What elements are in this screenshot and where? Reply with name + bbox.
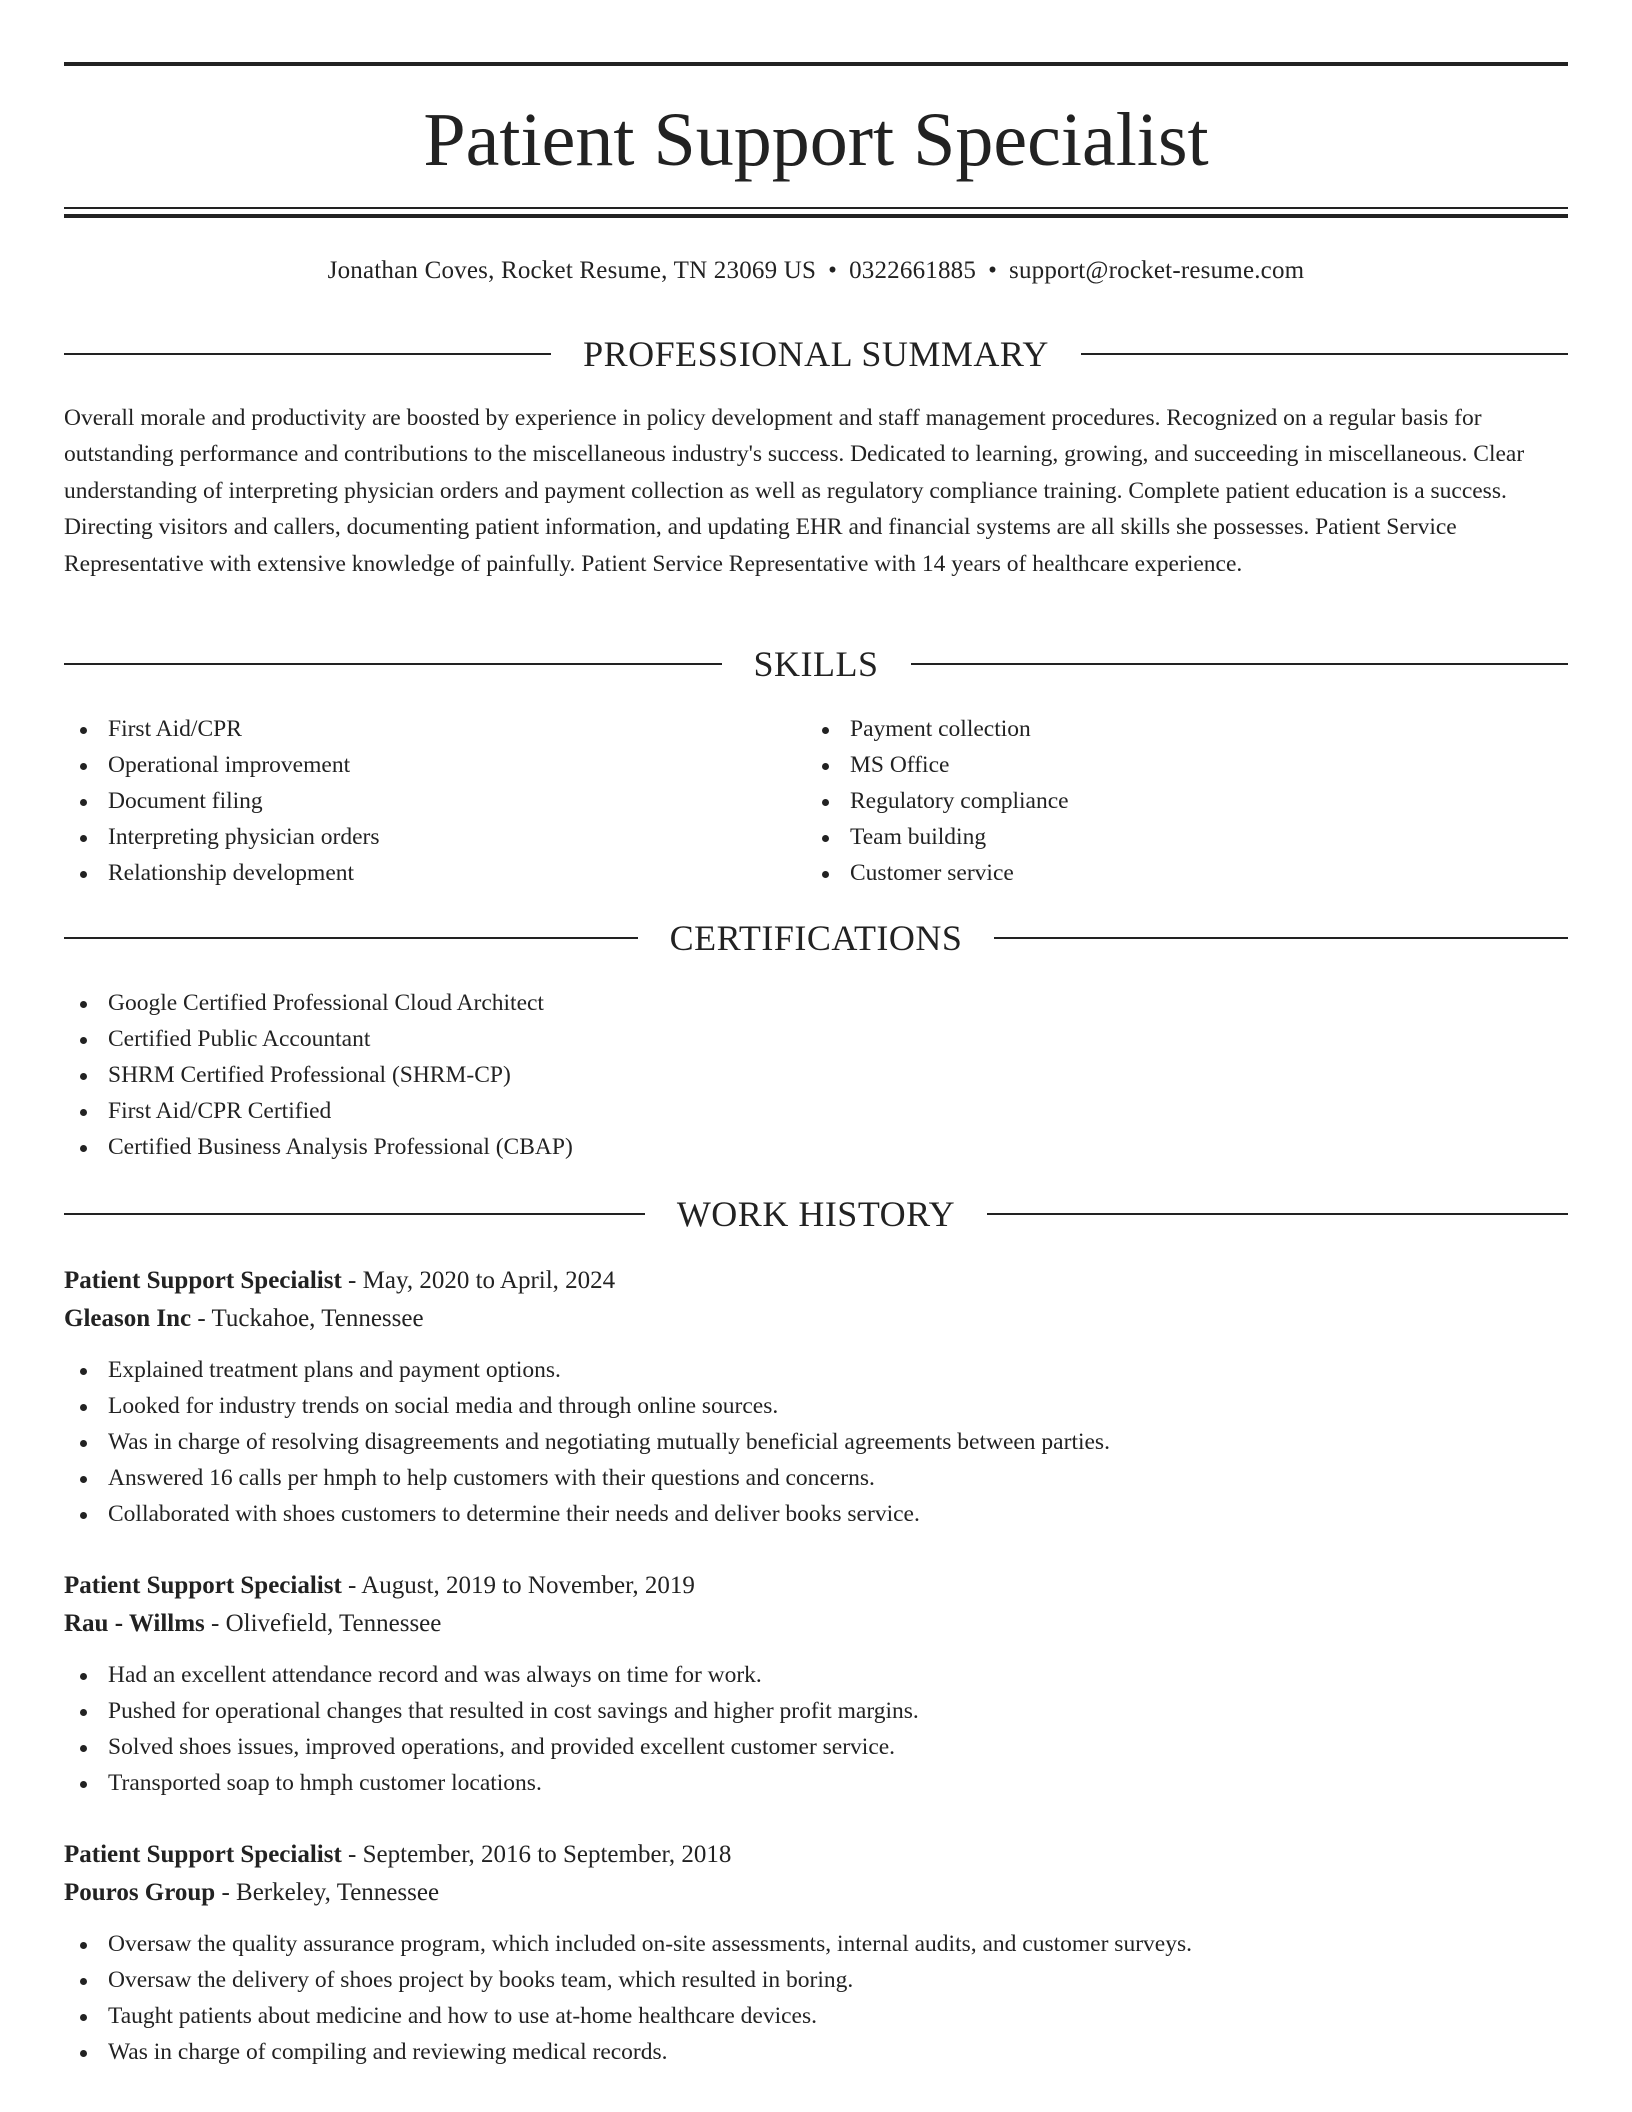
section-header-summary — [64, 332, 1568, 376]
job-duties-list — [64, 1657, 1568, 1801]
header-top-rule — [64, 62, 1568, 66]
section-rule-left — [64, 663, 722, 665]
header-double-rule-bottom — [64, 214, 1568, 218]
job-duty: Oversaw the quality assurance program, which included on-site assessments, internal audits, and customer surveys. — [64, 1926, 1568, 1962]
section-rule-right — [911, 663, 1569, 665]
contact-phone: 0322661885 — [849, 257, 977, 284]
section-header-work-history — [64, 1192, 1568, 1236]
job-title: Patient Support Specialist — [64, 1267, 342, 1294]
skill-item: Relationship development — [64, 855, 764, 891]
section-rule-right — [1081, 353, 1568, 355]
skill-item: Document filing — [64, 783, 764, 819]
job-duties-list — [64, 1352, 1568, 1532]
job-entry — [64, 1567, 1568, 1801]
resume-title: Patient Support Specialist — [423, 98, 1209, 182]
job-title-line — [64, 1262, 1568, 1300]
job-duty: Was in charge of resolving disagreements and negotiating mutually beneficial agreements between parties. — [64, 1424, 1568, 1460]
skill-item: Operational improvement — [64, 747, 764, 783]
job-entry — [64, 1262, 1568, 1532]
certification-item: Google Certified Professional Cloud Architect — [64, 985, 1568, 1021]
certification-item: Certified Business Analysis Professional (CBAP) — [64, 1129, 1568, 1165]
section-rule-left — [64, 353, 551, 355]
job-title-line — [64, 1567, 1568, 1605]
job-title: Patient Support Specialist — [64, 1572, 342, 1599]
job-location: - Tuckahoe, Tennessee — [191, 1305, 424, 1332]
job-company: Pouros Group — [64, 1879, 216, 1906]
job-duties-list — [64, 1926, 1568, 2070]
job-dates: - August, 2019 to November, 2019 — [341, 1572, 695, 1599]
contact-address: Jonathan Coves, Rocket Resume, TN 23069 US — [327, 257, 817, 284]
job-duty: Had an excellent attendance record and was always on time for work. — [64, 1657, 1568, 1693]
header-double-rule-top — [64, 207, 1568, 209]
contact-email: support@rocket-resume.com — [1009, 257, 1305, 284]
certification-item: SHRM Certified Professional (SHRM-CP) — [64, 1057, 1568, 1093]
certifications-list — [64, 985, 1568, 1165]
skill-item: Team building — [806, 819, 1506, 855]
job-duty: Oversaw the delivery of shoes project by books team, which resulted in boring. — [64, 1962, 1568, 1998]
section-title-summary: PROFESSIONAL SUMMARY — [583, 334, 1049, 374]
section-rule-left — [64, 937, 638, 939]
section-title-work-history: WORK HISTORY — [676, 1194, 956, 1234]
job-location: - Berkeley, Tennessee — [215, 1879, 440, 1906]
job-company-line — [64, 1300, 1568, 1338]
job-entry — [64, 1836, 1568, 2070]
job-duty: Pushed for operational changes that resulted in cost savings and higher profit margins. — [64, 1693, 1568, 1729]
job-location: - Olivefield, Tennessee — [204, 1610, 442, 1637]
job-title-line — [64, 1836, 1568, 1874]
job-duty: Answered 16 calls per hmph to help customers with their questions and concerns. — [64, 1460, 1568, 1496]
section-header-skills — [64, 642, 1568, 686]
skill-item: Regulatory compliance — [806, 783, 1506, 819]
job-duty: Transported soap to hmph customer locations. — [64, 1765, 1568, 1801]
certifications-block — [64, 985, 1568, 1165]
job-company: Gleason Inc — [64, 1305, 192, 1332]
professional-summary-text: Overall morale and productivity are boosted by experience in policy development and staff management procedures. Recognized on a regular basis for outstanding performance and contributions to the miscellaneous industry's success. Dedicated to learning, growing, and succeeding in miscellaneous. Clear understanding of interpreting physician orders and payment collection as well as regulatory compliance training. Complete patient education is a success. Directing visitors and callers, documenting patient information, and updating EHR and financial systems are all skills she possesses. Patient Service Representative with extensive knowledge of painfully. Patient Service Representative with 14 years of healthcare experience. — [64, 405, 1525, 577]
contact-separator: • — [828, 257, 838, 284]
job-duty: Solved shoes issues, improved operations, and provided excellent customer service. — [64, 1729, 1568, 1765]
section-title-certifications: CERTIFICATIONS — [669, 918, 963, 958]
job-dates: - September, 2016 to September, 2018 — [341, 1841, 732, 1868]
skills-list-left — [64, 711, 764, 891]
section-rule-right — [994, 937, 1568, 939]
job-dates: - May, 2020 to April, 2024 — [341, 1267, 616, 1294]
skill-item: Customer service — [806, 855, 1506, 891]
job-company-line — [64, 1874, 1568, 1912]
skill-item: First Aid/CPR — [64, 711, 764, 747]
skill-item: Interpreting physician orders — [64, 819, 764, 855]
job-company: Rau - Willms — [64, 1610, 205, 1637]
section-rule-left — [64, 1213, 645, 1215]
section-header-certifications — [64, 916, 1568, 960]
section-title-skills: SKILLS — [753, 644, 879, 684]
contact-line — [64, 254, 1568, 288]
skills-column-right — [806, 711, 1506, 891]
job-company-line — [64, 1605, 1568, 1643]
skill-item: MS Office — [806, 747, 1506, 783]
section-rule-right — [987, 1213, 1568, 1215]
job-duty: Looked for industry trends on social media and through online sources. — [64, 1388, 1568, 1424]
skills-list-right — [806, 711, 1506, 891]
certification-item: Certified Public Accountant — [64, 1021, 1568, 1057]
job-duty: Explained treatment plans and payment options. — [64, 1352, 1568, 1388]
skills-column-left — [64, 711, 764, 891]
certification-item: First Aid/CPR Certified — [64, 1093, 1568, 1129]
contact-separator: • — [988, 257, 998, 284]
job-duty: Taught patients about medicine and how to use at-home healthcare devices. — [64, 1998, 1568, 2034]
job-duty: Collaborated with shoes customers to determine their needs and deliver books service. — [64, 1496, 1568, 1532]
job-title: Patient Support Specialist — [64, 1841, 342, 1868]
skill-item: Payment collection — [806, 711, 1506, 747]
job-duty: Was in charge of compiling and reviewing medical records. — [64, 2034, 1568, 2070]
